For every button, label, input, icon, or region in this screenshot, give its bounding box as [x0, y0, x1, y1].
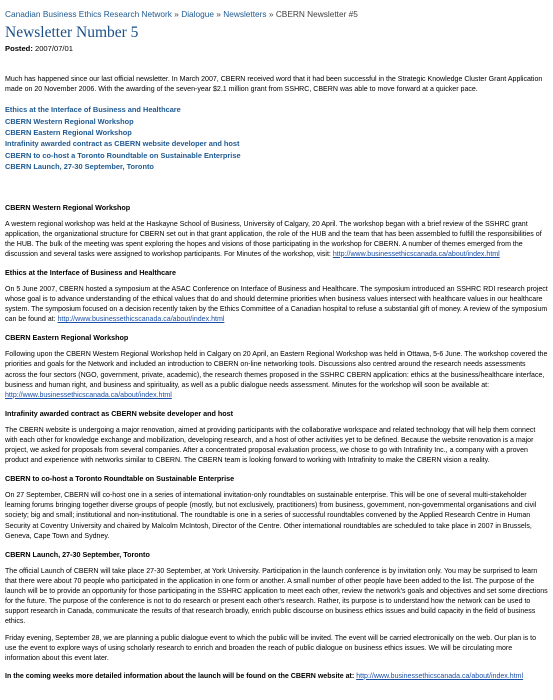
posted-label: Posted: — [5, 44, 33, 53]
healthcare-review-link[interactable]: http://www.businessethicscanada.ca/about/index.html — [57, 316, 225, 324]
launch-info-paragraph — [5, 672, 548, 682]
toc-link-intrafinity[interactable]: Intrafinity awarded contract as CBERN website developer and host — [5, 139, 240, 149]
toc-link-roundtable[interactable]: CBERN to co-host a Toronto Roundtable on Sustainable Enterprise — [5, 150, 241, 160]
section-body-roundtable: On 27 September, CBERN will co-host one in a series of international invitation-only roundtables on sustainable enterprise. This will be one of several multi-stakeholder learning forums bringing together diverse groups of people (mostly, but not exclusively, practitioners) from business, government, non-governmental organisations and civil society; big and small; institutional and non-institutional. The roundtable is one in a series of successful roundtables convened by the Applied Research Centre in Human Security at Coventry University and chaired by Malcolm McIntosh, Director of the Centre. Other international roundtables are scheduled to take place in 2007 in Brussels, Geneva, Cape Town and Sydney. — [5, 492, 537, 540]
section-heading-launch: CBERN Launch, 27-30 September, Toronto — [5, 549, 150, 559]
section-body-western — [5, 220, 548, 260]
page-title: Newsletter Number 5 — [5, 24, 139, 41]
section-body-intrafinity: The CBERN website is undergoing a major renovation, aimed at providing participants with the collaborative workspace and related technology that will help them connect with each other for knowledge exchange and mobilization, developing research, and a host of other activities yet to be defined. Because the website renovation is a major project, we asked for proposals from several companies. After a concentrated proposal evaluation process, we chose to go with Intrafinity Inc., a company with a proven product and experience with networks similar to CBERN. The CBERN team is looking forward to working with Intrafinity to make the CBERN vision a reality. — [5, 426, 536, 465]
section-heading-eastern: CBERN Eastern Regional Workshop — [5, 333, 129, 343]
breadcrumb-current: CBERN Newsletter #5 — [275, 9, 358, 19]
breadcrumb-separator: » — [268, 9, 274, 19]
breadcrumb — [5, 9, 548, 19]
breadcrumb-home-link[interactable]: Canadian Business Ethics Research Network — [5, 9, 172, 19]
breadcrumb-newsletters-link[interactable]: Newsletters — [223, 9, 267, 19]
breadcrumb-separator: » — [216, 9, 221, 19]
eastern-text: Following upon the CBERN Western Regional Workshop held in Calgary on 20 April, an Eastern Regional Workshop was held in Ottawa, 5-6 June. The workshop covered the priorities and goals for the Network and included an introduction to CBERN on-line networking tools. Discussions also centred around the research needs assessments across the four sectors (NGO, government, private, academic), the research themes proposed in the SSHRC CBERN application: ethics at the business/healthcare interface, business and human right, and business and spirituality, as well as a public dialogue needs assessment. Minutes for the workshop will soon be available at: — [5, 351, 548, 389]
eastern-minutes-link[interactable]: http://www.businessethicscanada.ca/about/index.html — [5, 391, 172, 399]
section-heading-western: CBERN Western Regional Workshop — [5, 202, 131, 212]
toc-link-launch[interactable]: CBERN Launch, 27-30 September, Toronto — [5, 162, 154, 172]
intro-paragraph: Much has happened since our last official newsletter. In March 2007, CBERN received word that it had been successful in the Strategic Knowledge Cluster Grant Application made on 20 November 2006. With the awarding of the seven-year $2.1 million grant from SSHRC, CBERN was able to move forward at a quicker pace. — [5, 76, 543, 94]
newsletter-page — [5, 9, 548, 682]
posted-date — [5, 44, 548, 53]
section-heading-intrafinity: Intrafinity awarded contract as CBERN website developer and host — [5, 408, 234, 418]
table-of-contents — [5, 104, 548, 172]
section-body-launch: The official Launch of CBERN will take place 27-30 September, at York University. Participation in the launch conference is by invitation only. You may be surprised to learn that there were about 70 people who participated in the application in one form or another. A small number of other people have been added to the list. The purpose of the launch will be to provide an opportunity for those participating in the SSHRC application to meet each other, review the network's goals and objectives and set some directions for the future. The purpose of the conference is not to do research or present each other's research. Rather, its purpose is to understand how the network can be used to support research in Canada, communicate the results of that research broadly, enrich public discourse on business ethics issues and build capacity in the field of business ethics. — [5, 567, 548, 626]
section-body-launch-event: Friday evening, September 28, we are planning a public dialogue event to which the public will be invited. The event will be carried electronically on the web. Our plan is to use the event to explore ways of using scholarly research to enrich and broaden the reach of public dialogue on business ethics issues. We will be circulating more information about this event later. — [5, 635, 537, 663]
healthcare-text: On 5 June 2007, CBERN hosted a symposium at the ASAC Conference on Interface of Business and Healthcare. The symposium introduced an SSHRC RDI research project whose goal is to advance understanding of the ethical values that do and should determine priorities when business values intersect with healthcare values in our healthcare system. The symposium focused on a decision recently taken by the Ethics Committee of a Canadian hospital to refuse a substantial gift of money. A review of the symposium can be found at: — [5, 286, 548, 324]
western-minutes-link[interactable]: http://www.businessethicscanada.ca/about/index.html — [332, 250, 500, 258]
breadcrumb-dialogue-link[interactable]: Dialogue — [181, 9, 214, 19]
toc-link-western-workshop[interactable]: CBERN Western Regional Workshop — [5, 116, 134, 126]
breadcrumb-separator: » — [174, 9, 179, 19]
posted-value: 2007/07/01 — [34, 44, 73, 53]
section-body-healthcare — [5, 285, 548, 325]
section-heading-roundtable: CBERN to co-host a Toronto Roundtable on Sustainable Enterprise — [5, 474, 235, 484]
western-text: A western regional workshop was held at the Haskayne School of Business, University of Calgary, 20 April. The workshop began with a brief review of the SSHRC grant application, the organizational structure for CBERN set out in that grant application, the role of the HUB and the team that has been assembled to fulfill the responsibilities of the HUB. The bulk of the meeting was spent exploring the hopes and visions of those participating in the workshop for CBERN. A number of themes emerged from the discussion and several tasks were assigned to workshop participants. For Minutes of the workshop, visit: — [5, 220, 542, 258]
launch-info-text: In the coming weeks more detailed information about the launch will be found on the CBERN website at: — [5, 672, 355, 680]
section-body-eastern — [5, 350, 548, 400]
toc-link-eastern-workshop[interactable]: CBERN Eastern Regional Workshop — [5, 128, 132, 137]
section-heading-healthcare: Ethics at the Interface of Business and Healthcare — [5, 268, 176, 277]
toc-link-healthcare[interactable]: Ethics at the Interface of Business and Healthcare — [5, 105, 181, 115]
launch-info-link[interactable]: http://www.businessethicscanada.ca/about/index.html — [356, 672, 524, 680]
